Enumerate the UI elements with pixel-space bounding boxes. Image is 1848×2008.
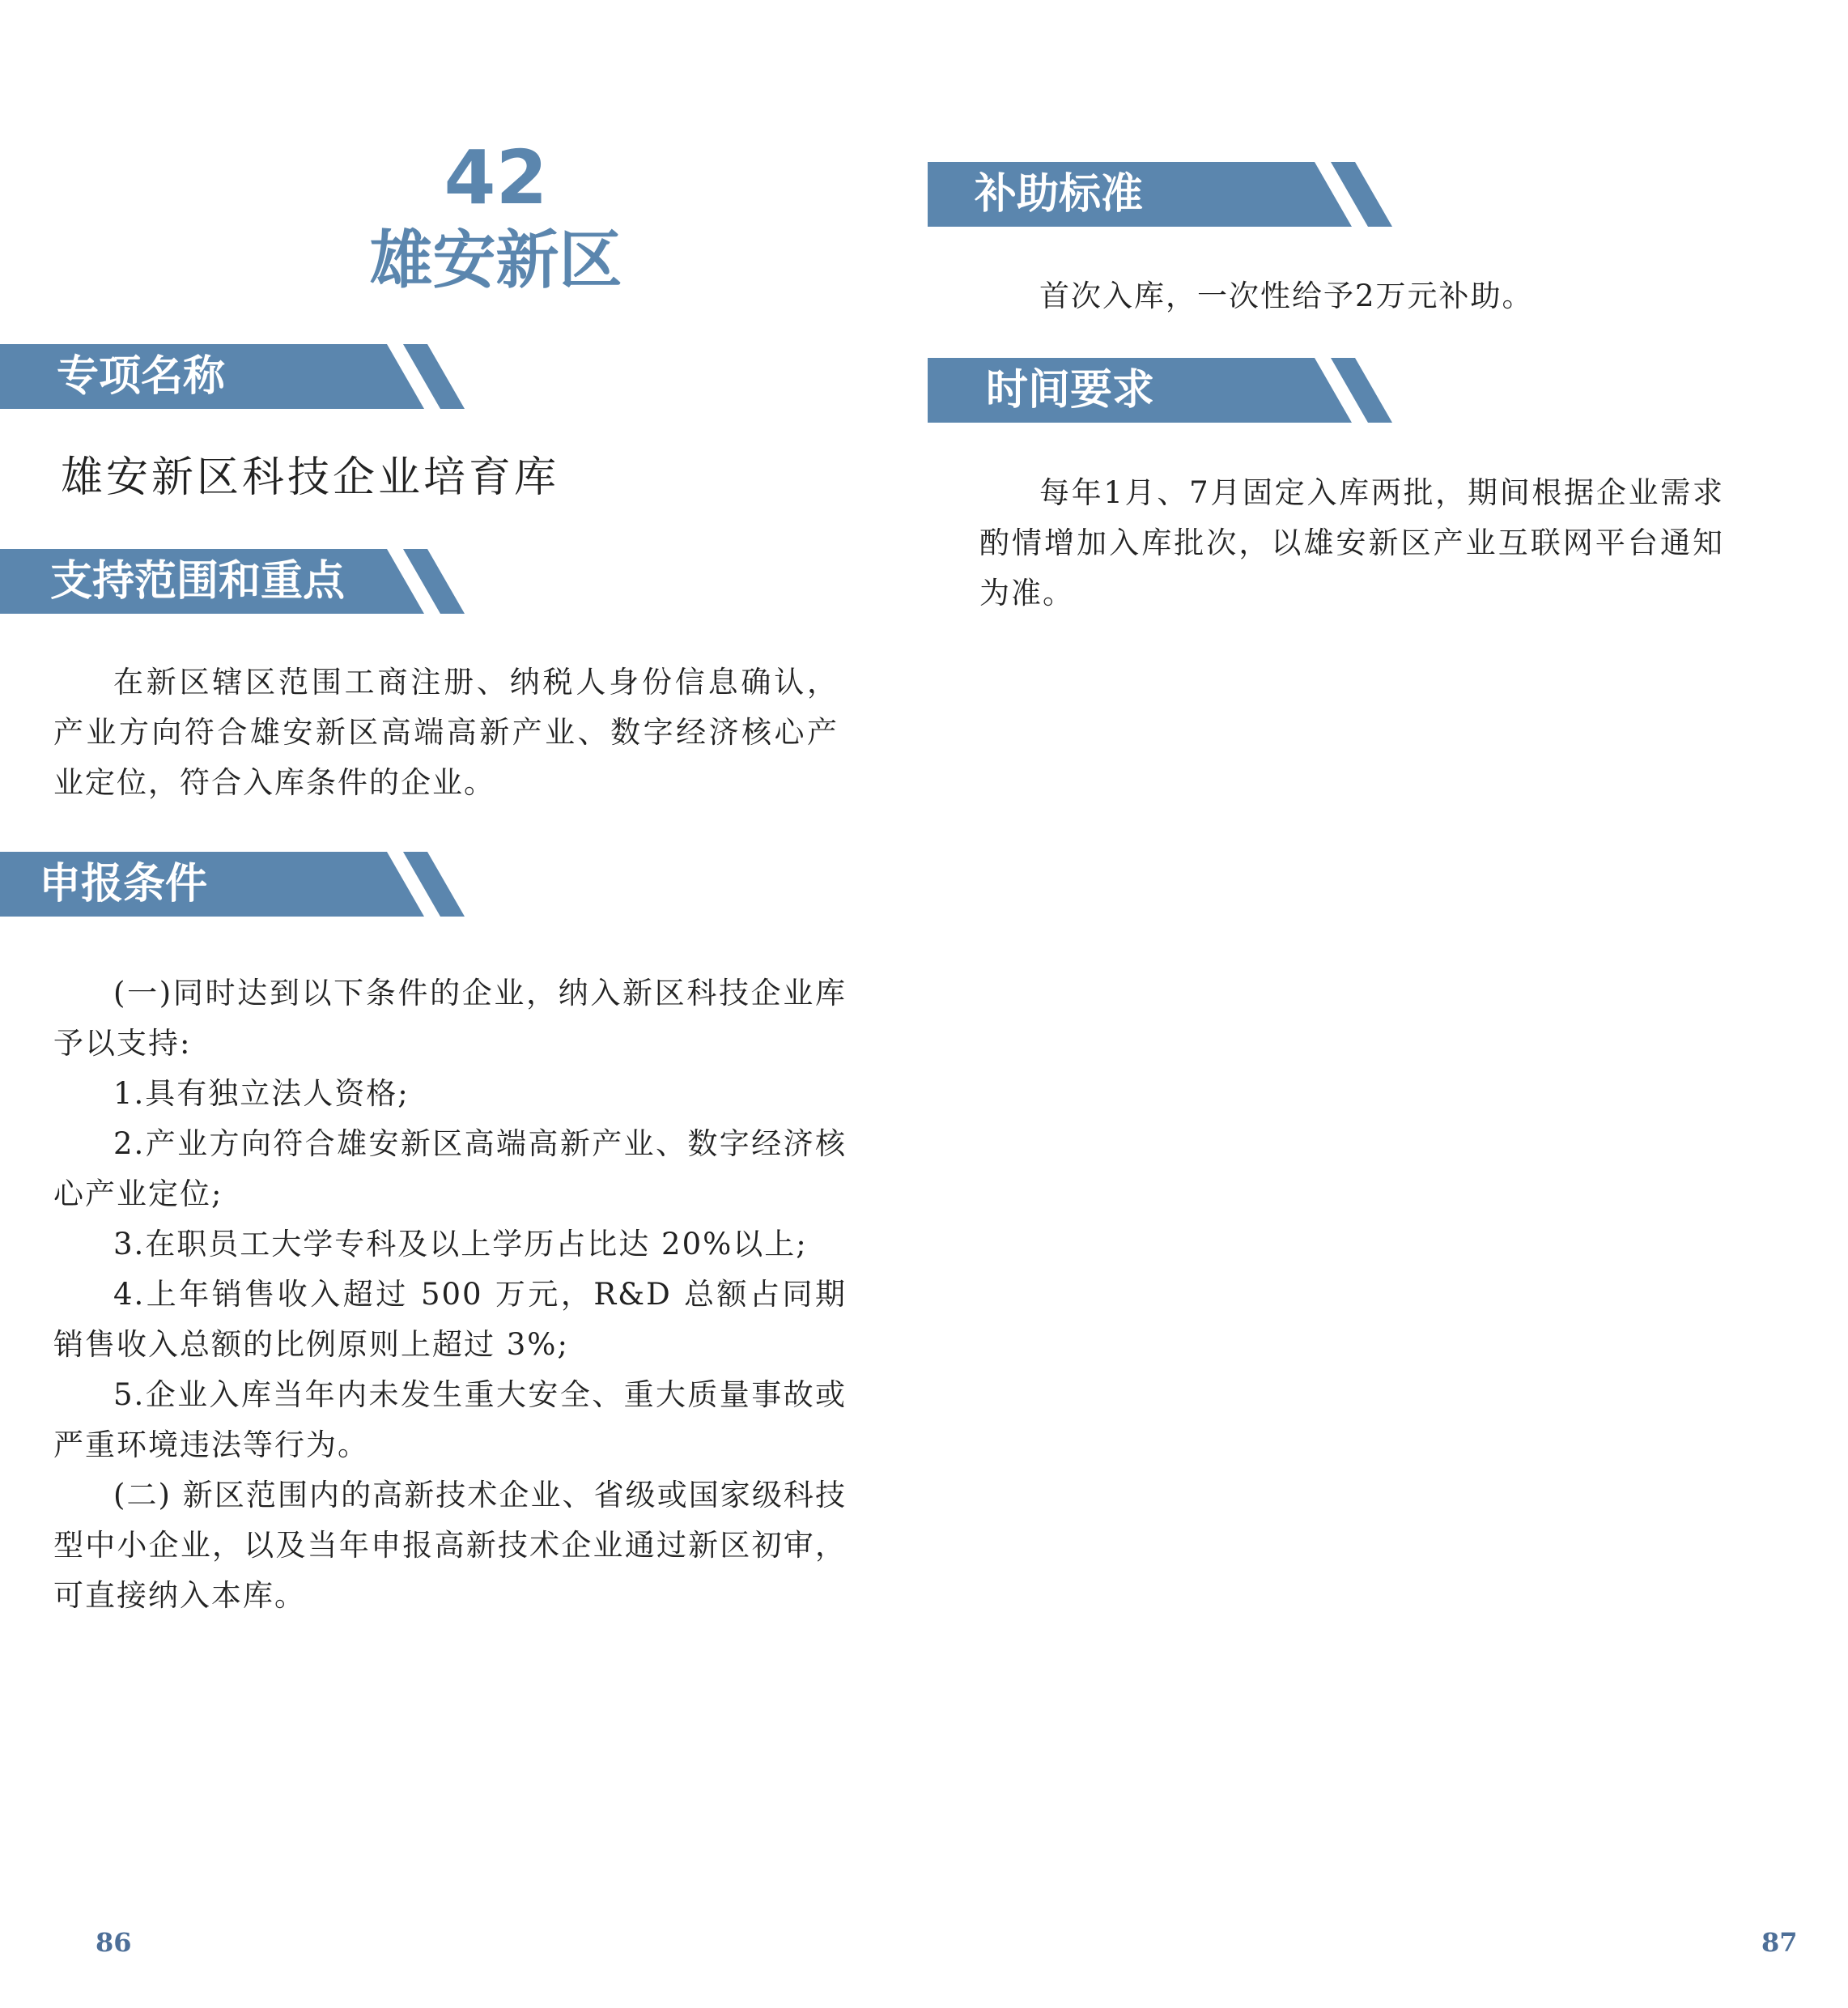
chapter-title: 雄安新区 (369, 224, 622, 297)
condition-paragraph: 2.产业方向符合雄安新区高端高新产业、数字经济核心产业定位; (53, 1126, 847, 1211)
section-heading: 时间要求 (986, 366, 1155, 415)
condition-paragraph: 3.在职员工大学专科及以上学历占比达 20%以上; (113, 1227, 808, 1261)
condition-paragraph: 5.企业入库当年内未发生重大安全、重大质量事故或严重环境违法等行为。 (53, 1377, 847, 1462)
program-name: 雄安新区科技企业培育库 (61, 453, 560, 502)
section-banner-subsidy (928, 162, 1397, 228)
subsidy-text (979, 271, 1724, 321)
condition-paragraph: (二) 新区范围内的高新技术企业、省级或国家级科技型中小企业，以及当年申报高新技术企业通过新区初审，可直接纳入本库。 (53, 1478, 847, 1613)
condition-paragraph: 1.具有独立法人资格; (113, 1076, 410, 1111)
condition-paragraph: 4.上年销售收入超过 500 万元，R&D 总额占同期销售收入总额的比例原则上超过 3%; (53, 1277, 847, 1362)
section-banner-timing (928, 358, 1397, 424)
section-heading: 申报条件 (39, 860, 208, 908)
chapter-number: 42 (444, 134, 548, 221)
section-banner-scope (0, 549, 469, 615)
condition-paragraph: (一)同时达到以下条件的企业，纳入新区科技企业库予以支持: (53, 976, 847, 1061)
scope-paragraph: 在新区辖区范围工商注册、纳税人身份信息确认，产业方向符合雄安新区高端高新产业、数字经济核心产业定位，符合入库条件的企业。 (53, 665, 839, 800)
page-number-right: 87 (1761, 1927, 1798, 1958)
timing-paragraph: 每年1月、7月固定入库两批，期间根据企业需求酌情增加入库批次，以雄安新区产业互联网平台通知为准。 (979, 475, 1724, 610)
section-heading: 专项名称 (57, 352, 226, 401)
subsidy-paragraph: 首次入库，一次性给予2万元补助。 (1039, 279, 1534, 313)
page-number-left: 86 (96, 1927, 132, 1958)
section-banner-conditions (0, 852, 469, 918)
section-heading: 补助标准 (975, 170, 1144, 219)
scope-text (53, 657, 839, 808)
section-heading: 支持范围和重点 (50, 557, 346, 606)
timing-text (979, 468, 1724, 619)
section-banner-name (0, 344, 469, 411)
conditions-text (53, 968, 847, 1621)
